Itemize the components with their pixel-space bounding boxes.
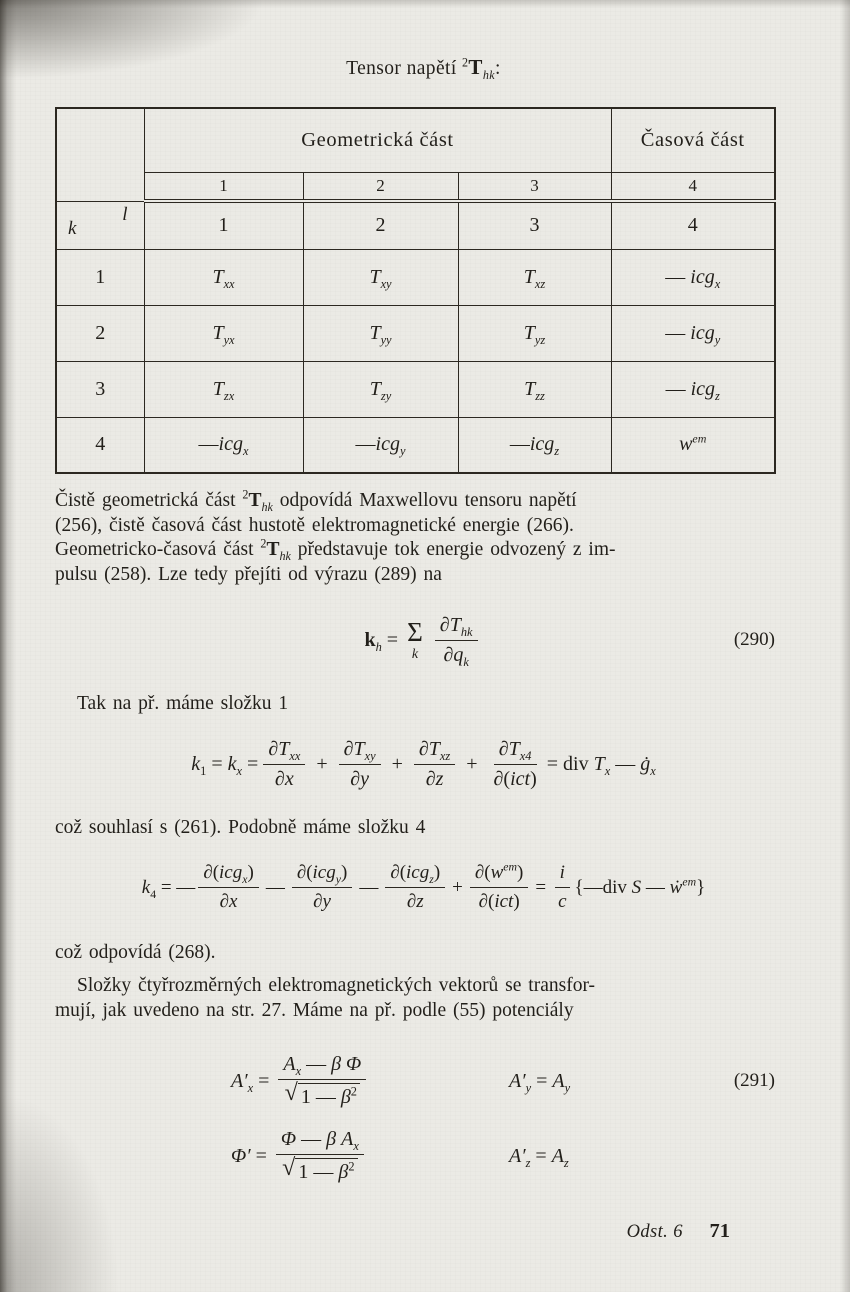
page-title: Tensor napětí $^2T_{hk}$: xyxy=(346,55,501,82)
fraction xyxy=(263,738,305,791)
eq-k1-rhs: = div $T_x$ — $ġ_x$ xyxy=(546,753,656,779)
eq-k1-lhs: $k_1 = k_x$ = xyxy=(191,753,259,779)
fraction-numerator: ∂(icg$_y$) xyxy=(292,862,353,888)
fraction xyxy=(276,1128,364,1184)
tensor-cell: — icg$_x$ xyxy=(611,249,775,305)
plus-operator: + xyxy=(391,753,403,776)
tensor-cell: — icg$_z$ xyxy=(611,361,775,417)
tensor-cell: —icg$_y$ xyxy=(303,417,458,473)
tensor-cell: $T_{xz}$ xyxy=(458,249,611,305)
fraction-denominator xyxy=(277,1155,362,1184)
eq291b-lhs: Φ′ = xyxy=(231,1144,267,1167)
fraction-numerator: $\partial T_{x4}$ xyxy=(494,738,537,765)
fraction-numerator: ∂(icg$_x$) xyxy=(198,862,259,888)
eq291b-right: $A'_z = A_z$ xyxy=(509,1144,569,1170)
minus-operator: — xyxy=(359,876,379,898)
fraction xyxy=(414,738,455,791)
corner-k-label: k xyxy=(68,217,77,239)
tensor-cell: —icg$_x$ xyxy=(144,417,303,473)
square-root-sign: √ xyxy=(282,1155,296,1182)
table-row-2 xyxy=(56,305,775,361)
minus-operator: — xyxy=(265,876,285,898)
scan-shadow-right xyxy=(840,0,850,1292)
plus-operator: + xyxy=(452,876,463,898)
footer-page-number: 71 xyxy=(709,1220,730,1243)
fraction-numerator: $\partial(w^{em})$ xyxy=(470,862,528,888)
fraction-denominator: c xyxy=(558,891,567,913)
table-header-row xyxy=(56,108,775,172)
square-root-sign: √ xyxy=(284,1080,298,1107)
fraction xyxy=(489,738,542,791)
paragraph-slozka-1: Tak na př. máme složku 1 xyxy=(77,693,289,715)
paragraph-transform: Složky čtyřrozměrných elektromagnetických vektorů se transfor- mují, jak uvedeno na str. 27. Máme na př. podle (55) potenciály xyxy=(55,975,596,1021)
fraction xyxy=(339,738,381,791)
tensor-cell: —icg$_z$ xyxy=(458,417,611,473)
eq291a-right: $A'_y = A_y$ xyxy=(509,1069,571,1095)
fraction-i-over-c xyxy=(553,862,571,913)
fraction-numerator: i xyxy=(555,862,570,888)
fraction-denominator: ∂ z xyxy=(425,768,444,791)
equation-290 xyxy=(55,609,792,671)
fraction xyxy=(292,862,353,913)
eq291a-left xyxy=(231,1053,463,1109)
fraction xyxy=(385,862,445,913)
fraction-numerator: ∂(icg$_z$) xyxy=(385,862,445,888)
table-row-1 xyxy=(56,249,775,305)
tensor-cell: $T_{zy}$ xyxy=(303,361,458,417)
equation-k1 xyxy=(55,733,792,797)
fraction-numerator: $\partial T_{xx}$ xyxy=(263,738,305,765)
table-corner-kl xyxy=(56,201,144,249)
fraction xyxy=(470,862,528,913)
row-index: 3 xyxy=(56,361,144,417)
column-number-4: 4 xyxy=(611,172,775,201)
fraction xyxy=(278,1053,366,1109)
plus-operator: + xyxy=(316,753,328,776)
fraction-denominator: ∂( ict ) xyxy=(493,768,537,791)
paragraph-intro: Čistě geometrická část $^2T_{hk}$ odpovídá Maxwellovu tensoru napětí (256), čistě časová část hustotě elektromagnetické energie (266). Geometricko-časová část $^2T_{hk}$ představuje tok energie odvozený z im- pulsu (258). Lze tedy přejíti od výrazu (289) na xyxy=(55,487,616,585)
eq290-lhs: $k_h$ = xyxy=(364,628,399,654)
fraction-denominator: ∂ x xyxy=(274,768,294,791)
table-row-4 xyxy=(56,417,775,473)
sigma-symbol: Σ xyxy=(407,616,423,647)
page-footer xyxy=(55,1220,792,1243)
tensor-cell: $T_{yz}$ xyxy=(458,305,611,361)
fraction-numerator: $\partial T_{xy}$ xyxy=(339,738,381,765)
radicand: 1 — $\beta^2$ xyxy=(295,1158,357,1184)
fraction-numerator: $A_x$ — β Φ xyxy=(278,1053,366,1080)
column-number-1: 1 xyxy=(144,172,303,201)
summation-sigma xyxy=(407,616,423,662)
l-index-2: 2 xyxy=(303,201,458,249)
fraction-denominator: ∂ $q_k$ xyxy=(443,643,469,669)
equation-291-row-2 xyxy=(55,1125,792,1187)
table-header-geometric-part: Geometrická část xyxy=(144,108,611,172)
footer-section-label: Odst. 6 xyxy=(626,1222,683,1243)
row-index: 2 xyxy=(56,305,144,361)
tensor-cell: $T_{yy}$ xyxy=(303,305,458,361)
equation-number-290: (290) xyxy=(733,629,775,651)
tensor-cell: $T_{xy}$ xyxy=(303,249,458,305)
scan-shadow-top-left xyxy=(0,0,300,90)
eq291a-lhs: $A'_x$ = xyxy=(231,1069,270,1095)
eq-k4-lhs: $k_4$ = — xyxy=(141,876,196,901)
table-index-row xyxy=(56,201,775,249)
eq291b-left xyxy=(231,1128,463,1184)
equation-k4 xyxy=(55,854,792,922)
equals-operator: = xyxy=(535,876,547,898)
fraction xyxy=(435,614,478,667)
table-corner-blank xyxy=(56,108,144,201)
l-index-1: 1 xyxy=(144,201,303,249)
equation-number-291: (291) xyxy=(733,1070,775,1092)
fraction-denominator xyxy=(280,1080,365,1109)
equation-291-row-1 xyxy=(55,1050,792,1112)
stress-tensor-table xyxy=(55,107,776,474)
fraction-denominator: ∂( ict ) xyxy=(478,891,520,913)
tensor-cell: $T_{yx}$ xyxy=(144,305,303,361)
eq-k4-rhs: {—div S — ẇ$^{em}$} xyxy=(574,875,706,898)
fraction-denominator: ∂ y xyxy=(350,768,369,791)
table-header-temporal-part: Časová část xyxy=(611,108,775,172)
paragraph-odpovida: což odpovídá (268). xyxy=(55,941,216,963)
column-number-2: 2 xyxy=(303,172,458,201)
scan-shadow-top xyxy=(0,0,850,8)
fraction-denominator: ∂ y xyxy=(313,891,331,913)
plus-operator: + xyxy=(466,753,478,776)
radicand: 1 — $\beta^2$ xyxy=(298,1083,360,1109)
fraction-numerator: Φ — β $A_x$ xyxy=(276,1128,364,1155)
fraction-numerator: $\partial T_{xz}$ xyxy=(414,738,455,765)
column-number-3: 3 xyxy=(458,172,611,201)
paragraph-slozka-4: což souhlasí s (261). Podobně máme složku 4 xyxy=(55,816,426,838)
row-index: 4 xyxy=(56,417,144,473)
fraction-numerator: $\partial T_{hk}$ xyxy=(435,614,478,641)
tensor-cell: $w^{em}$ xyxy=(611,417,775,473)
fraction-denominator: ∂ x xyxy=(219,891,238,913)
tensor-cell: $T_{zx}$ xyxy=(144,361,303,417)
fraction xyxy=(198,862,259,913)
table-column-number-row xyxy=(56,172,775,201)
tensor-cell: $T_{zz}$ xyxy=(458,361,611,417)
fraction-denominator: ∂ z xyxy=(406,891,424,913)
l-index-3: 3 xyxy=(458,201,611,249)
l-index-4: 4 xyxy=(611,201,775,249)
tensor-cell: — icg$_y$ xyxy=(611,305,775,361)
scan-shadow-bottom-left xyxy=(0,1092,120,1292)
tensor-cell: $T_{xx}$ xyxy=(144,249,303,305)
table-row-3 xyxy=(56,361,775,417)
row-index: 1 xyxy=(56,249,144,305)
sigma-index: k xyxy=(411,646,419,662)
corner-l-label: l xyxy=(122,203,128,225)
